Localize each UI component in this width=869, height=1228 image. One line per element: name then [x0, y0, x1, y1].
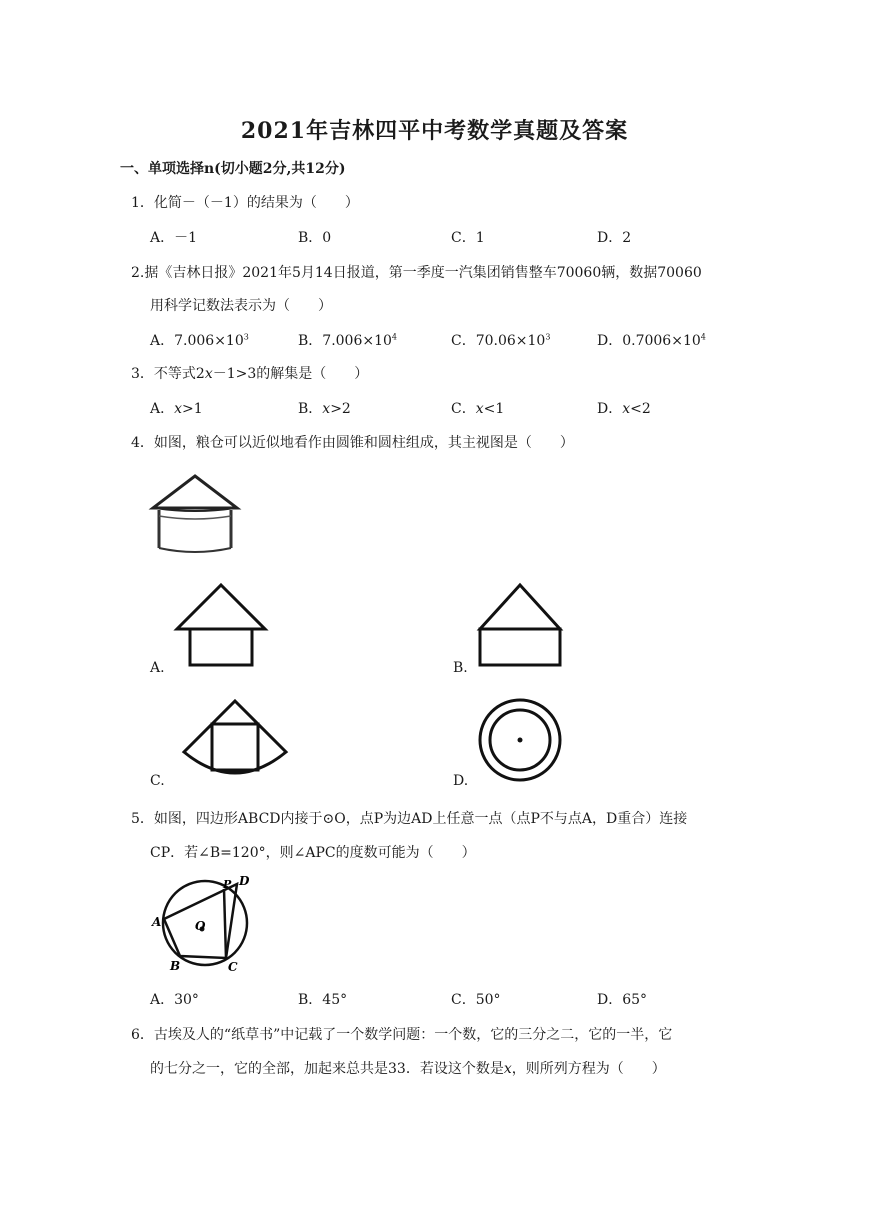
question-1-stem: 1．化简－（－1）的结果为（ ）: [131, 195, 359, 211]
question-5-stem-line1: 5．如图，四边形ABCD内接于⊙O，点P为边AD上任意一点（点P不与点A，D重合）连接: [131, 811, 688, 827]
q4-option-b-figure: [478, 583, 564, 669]
q4-option-a-label: A.: [150, 660, 165, 676]
q3-option-c: C．x<1: [451, 401, 505, 417]
q5-label-a: A: [152, 915, 162, 929]
q5-option-d: D．65°: [597, 992, 648, 1008]
question-6-stem-line1: 6．古埃及人的“纸草书”中记载了一个数学问题：一个数，它的三分之二，它的一半，它: [131, 1027, 673, 1043]
q5-option-b: B．45°: [298, 992, 348, 1008]
q5-label-c: C: [228, 960, 238, 974]
q5-circle-figure: [150, 873, 260, 973]
q5-label-o: O: [195, 919, 206, 933]
page-title: 2021年吉林四平中考数学真题及答案: [240, 118, 629, 144]
q5-option-c: C．50°: [451, 992, 501, 1008]
question-4-stem: 4．如图，粮仓可以近似地看作由圆锥和圆柱组成，其主视图是（ ）: [131, 435, 574, 451]
q4-option-d-figure: [477, 697, 563, 783]
q2-option-c: C．$70.06\times 10^3$: [451, 332, 551, 349]
q1-option-d: D．2: [597, 230, 632, 246]
question-6-stem-line2: 的七分之一，它的全部，加起来总共是33．若设这个数是x，则所列方程为（ ）: [150, 1061, 666, 1077]
question-5-stem-line2: CP．若∠B=120°，则∠APC的度数可能为（ ）: [150, 845, 476, 861]
q3-option-d: D．x<2: [597, 401, 651, 417]
q1-option-b: B．0: [298, 230, 332, 246]
q4-option-c-label: C.: [150, 773, 165, 789]
question-2-stem-line1: 2.据《吉林日报》2021年5月14日报道，第一季度一汽集团销售整车70060辆，数据70060: [131, 265, 702, 281]
q4-option-a-figure: [175, 583, 270, 669]
q1-option-c: C．1: [451, 230, 485, 246]
q2-option-b: B．$7.006\times 10^4$: [298, 332, 398, 349]
q5-label-b: B: [170, 959, 181, 973]
q5-label-d: D: [239, 874, 250, 888]
question-2-stem-line2: 用科学记数法表示为（ ）: [150, 298, 332, 314]
q4-option-c-figure: [180, 698, 290, 783]
question-3-stem: 3．不等式2x－1>3的解集是（ ）: [131, 366, 369, 382]
q4-option-d-label: D.: [453, 773, 469, 789]
granary-figure: [145, 470, 245, 560]
q4-option-b-label: B.: [453, 660, 468, 676]
q5-label-p: P: [223, 878, 232, 891]
q1-option-a: A．－1: [150, 230, 198, 246]
q2-option-d: D．$0.7006\times 10^4$: [597, 332, 706, 349]
section-heading: 一、单项选择n(切小题2分,共12分): [120, 161, 346, 177]
q3-option-a: A．x>1: [150, 401, 203, 417]
q2-option-a: A．$7.006\times 10^3$: [150, 332, 249, 349]
q3-option-b: B．x>2: [298, 401, 351, 417]
q5-option-a: A．30°: [150, 992, 199, 1008]
